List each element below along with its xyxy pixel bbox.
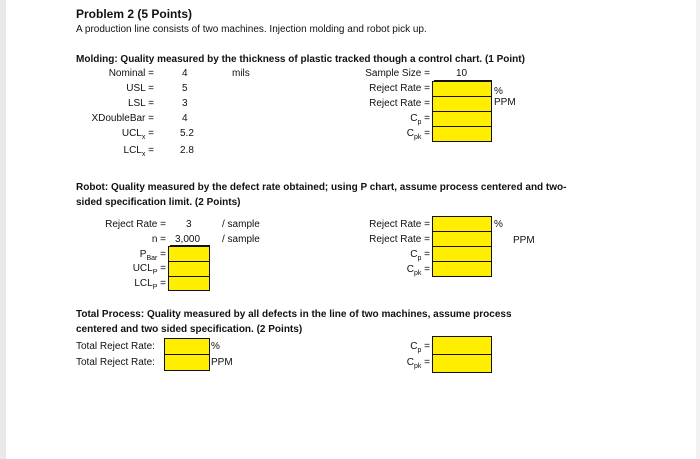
pbar-label: $P_{Bar}$ =	[139, 249, 166, 262]
uclp-label: $UCL_P$ =	[132, 263, 166, 276]
uclx-label: $UCL_x$ =	[121, 128, 154, 141]
problem-title: Problem 2 (5 Points)	[76, 7, 193, 21]
molding-header: Molding: Quality measured by the thickness of plastic tracked though a control chart. (1 Point)	[76, 54, 525, 65]
robot-pct-unit: %	[494, 219, 503, 230]
total-header-line1: Total Process: Quality measured by all defects in the line of two machines, assume process	[76, 309, 512, 320]
molding-pct-unit: %	[494, 86, 503, 97]
pbar-input[interactable]	[169, 247, 209, 262]
sample-size-label: Sample Size =	[365, 68, 430, 79]
nominal-label: Nominal =	[108, 68, 154, 79]
total-rr-ppm-input[interactable]	[164, 354, 210, 371]
robot-cpk-input[interactable]	[433, 262, 491, 277]
robot-cp-label: $C_p$ =	[410, 249, 430, 262]
molding-cpk-label: $C_{pk}$ =	[406, 128, 430, 141]
page-right-edge	[696, 0, 700, 459]
usl-label: USL =	[126, 83, 154, 94]
xdoublebar-value: 4	[182, 113, 188, 124]
robot-ppm-unit: PPM	[513, 235, 535, 246]
xdoublebar-label: XDoubleBar =	[91, 113, 154, 124]
molding-reject-rate-ppm-input[interactable]	[433, 97, 491, 112]
uclp-input[interactable]	[169, 262, 209, 277]
total-cp-input[interactable]	[432, 336, 492, 355]
robot-rr-pct-label: Reject Rate =	[369, 219, 430, 230]
molding-answer-stack	[432, 81, 492, 142]
robot-rr-pct-input[interactable]	[433, 217, 491, 232]
robot-n-value: 3,000	[175, 234, 201, 245]
robot-rr-ppm-label: Reject Rate =	[369, 234, 430, 245]
nominal-value: 4	[182, 68, 188, 79]
robot-n-unit: / sample	[222, 234, 260, 245]
lclx-label: $LCL_x$ =	[123, 145, 154, 158]
uclx-value: 5.2	[180, 128, 194, 139]
total-rr-ppm-label: Total Reject Rate:	[76, 357, 155, 368]
robot-n-label: n =	[151, 234, 166, 245]
problem-intro: A production line consists of two machines. Injection molding and robot pick up.	[76, 24, 427, 35]
robot-p-answer-stack	[168, 246, 210, 291]
total-cp-label: $C_p$ =	[410, 341, 430, 354]
total-cpk-label: $C_{pk}$ =	[406, 357, 430, 370]
molding-reject-rate-pct-label: Reject Rate =	[369, 83, 430, 94]
lclx-value: 2.8	[180, 145, 194, 156]
robot-header-line1: Robot: Quality measured by the defect rate obtained; using P chart, assume process centered and two-	[76, 182, 567, 193]
sample-size-value: 10	[456, 68, 468, 79]
robot-answer-stack	[432, 216, 492, 277]
robot-rr-ppm-input[interactable]	[433, 232, 491, 247]
robot-cpk-label: $C_{pk}$ =	[406, 264, 430, 277]
total-pct-unit: %	[211, 341, 220, 352]
molding-cp-label: $C_p$ =	[410, 113, 430, 126]
lsl-label: LSL =	[127, 98, 154, 109]
lclp-input[interactable]	[169, 277, 209, 292]
robot-cp-input[interactable]	[433, 247, 491, 262]
lsl-value: 3	[182, 98, 188, 109]
robot-header-line2: sided specification limit. (2 Points)	[76, 197, 241, 208]
total-rr-pct-input[interactable]	[164, 338, 210, 355]
robot-reject-rate-value: 3	[186, 219, 192, 230]
molding-reject-rate-ppm-label: Reject Rate =	[369, 98, 430, 109]
molding-ppm-unit: PPM	[494, 97, 516, 108]
total-ppm-unit: PPM	[211, 357, 233, 368]
molding-cpk-input[interactable]	[433, 127, 491, 142]
molding-reject-rate-pct-input[interactable]	[433, 82, 491, 97]
molding-cp-input[interactable]	[433, 112, 491, 127]
lclp-label: $LCL_P$ =	[134, 278, 166, 291]
usl-value: 5	[182, 83, 188, 94]
total-cpk-input[interactable]	[432, 354, 492, 373]
total-rr-pct-label: Total Reject Rate:	[76, 341, 155, 352]
robot-reject-rate-unit: / sample	[222, 219, 260, 230]
total-header-line2: centered and two sided specification. (2 Points)	[76, 324, 303, 335]
robot-reject-rate-label: Reject Rate =	[105, 219, 166, 230]
page-left-edge	[0, 0, 6, 459]
nominal-unit: mils	[232, 68, 250, 79]
